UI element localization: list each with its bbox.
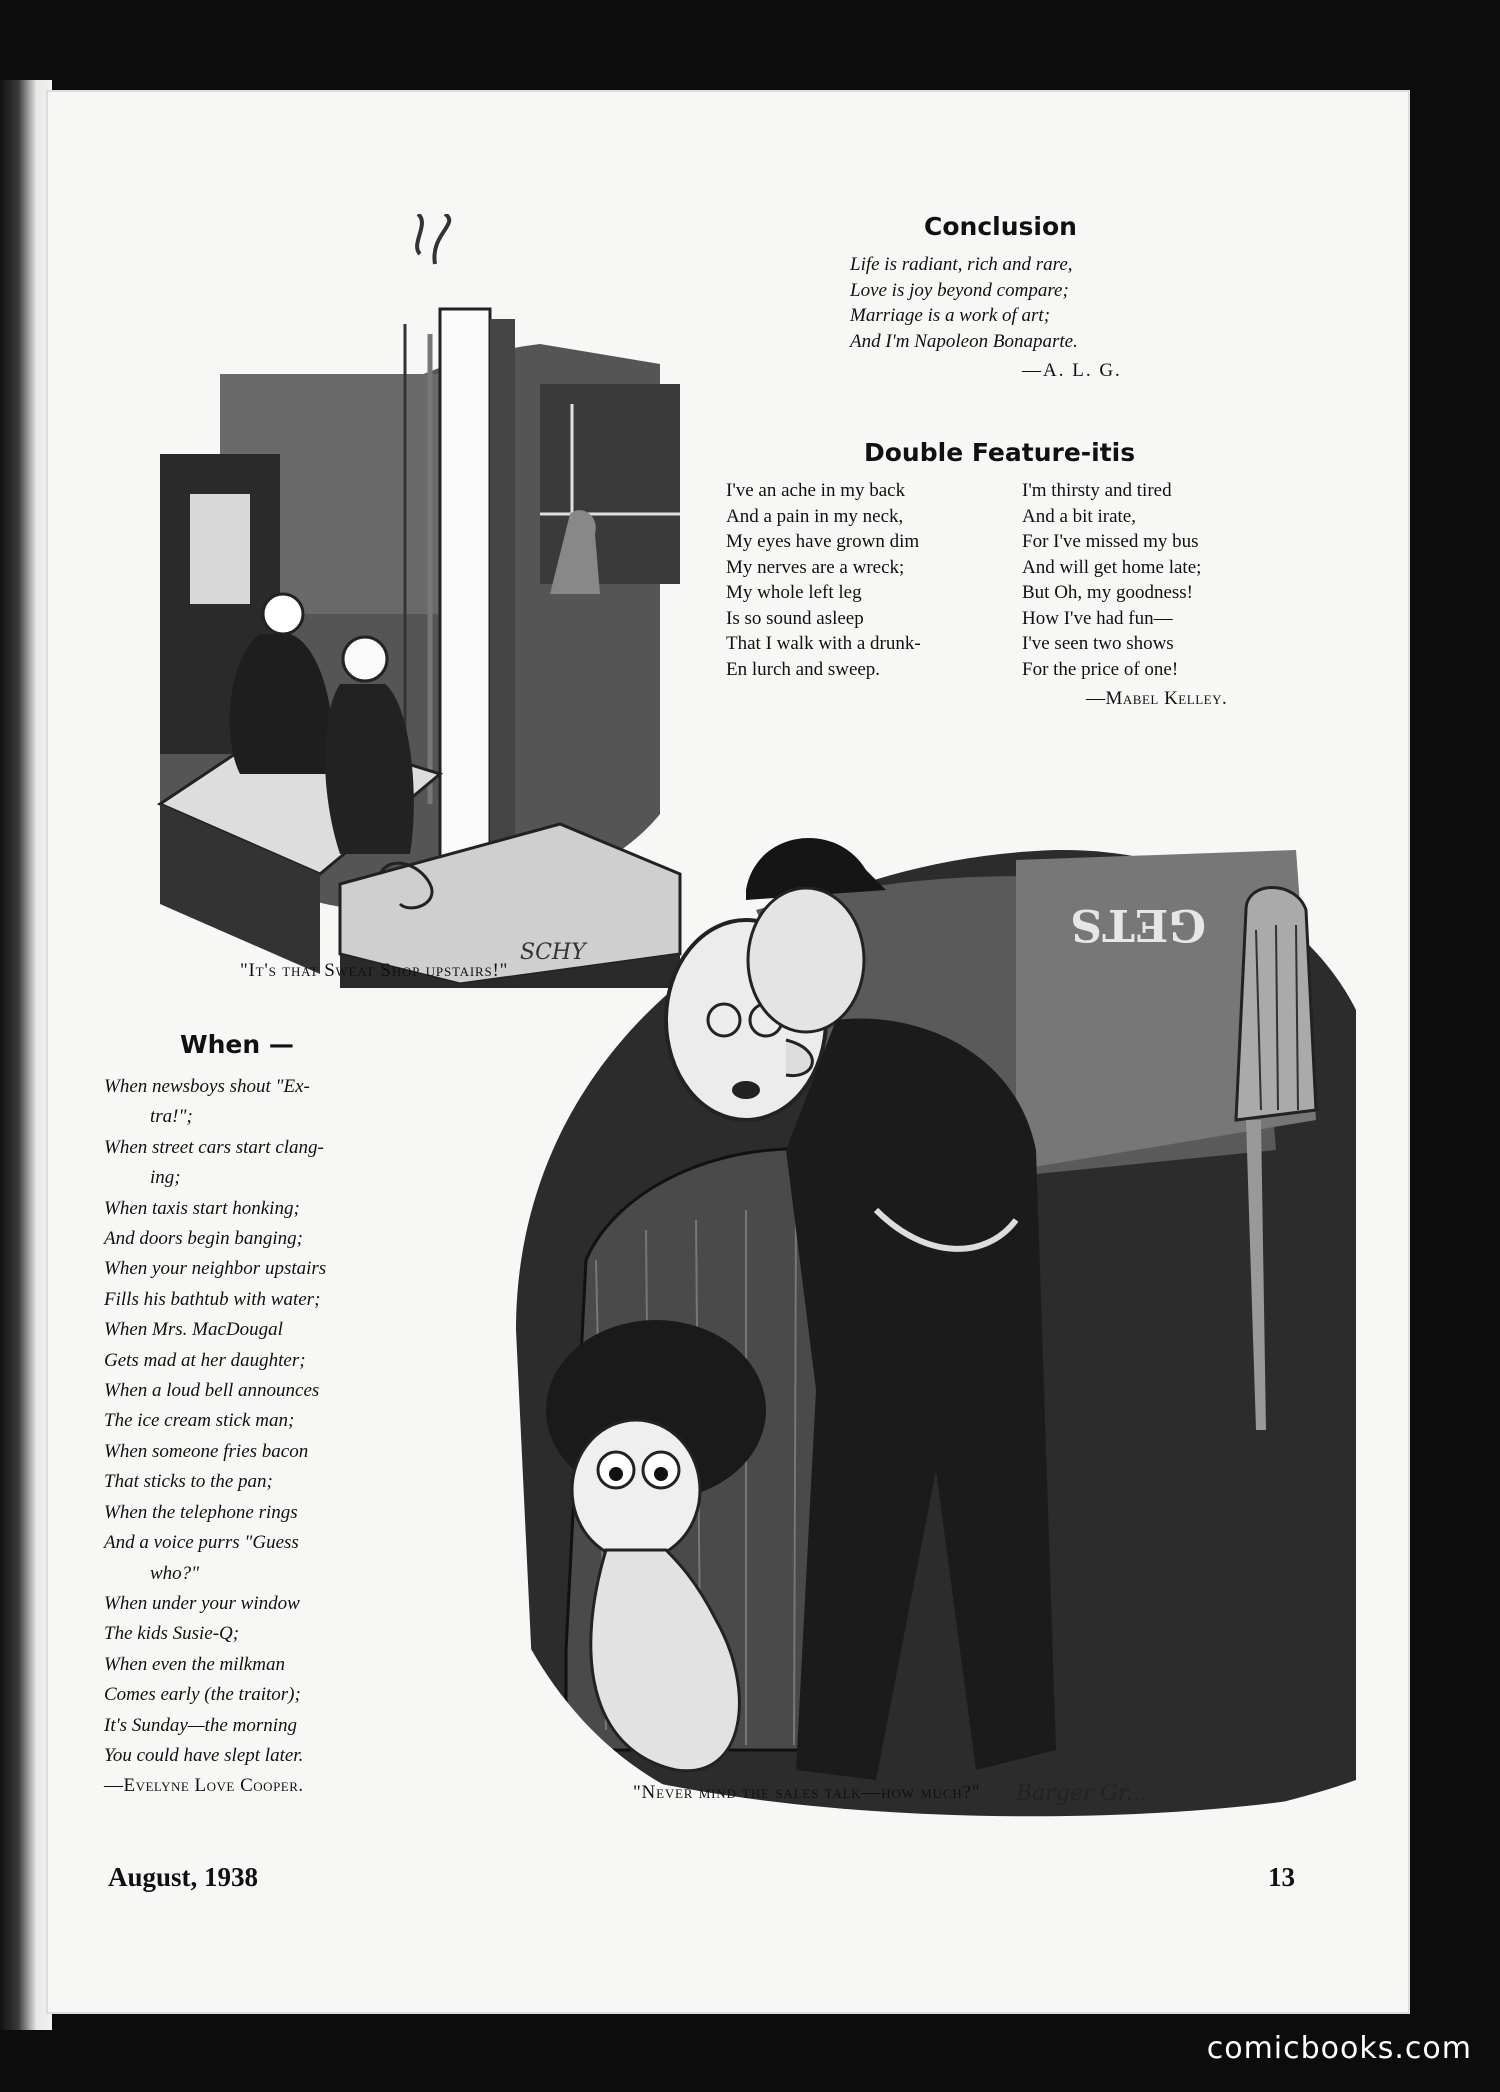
double-feature-line: En lurch and sweep. (726, 658, 881, 680)
conclusion-byline: —A. L. G. (1022, 360, 1122, 381)
double-feature-line: My whole left leg (726, 582, 862, 603)
shop-cartoon-signature: Barger Gr... (1016, 1781, 1148, 1806)
when-poem-body (104, 1072, 326, 1802)
double-feature-line: My nerves are a wreck; (726, 556, 905, 578)
conclusion-line: And I'm Napoleon Bonaparte. (850, 330, 1078, 352)
conclusion-title: Conclusion (924, 212, 1077, 241)
double-feature-column-right (1022, 478, 1201, 682)
when-poem-line: You could have slept later. (104, 1744, 304, 1766)
when-poem-line: When Mrs. MacDougal (104, 1319, 283, 1341)
double-feature-line: I'm thirsty and tired (1022, 480, 1172, 501)
when-poem-byline: —Evelyne Love Cooper. (104, 1775, 304, 1797)
when-poem-line: When taxis start honking; (104, 1197, 300, 1219)
double-feature-line: But Oh, my goodness! (1022, 582, 1193, 603)
when-poem-line: When even the milkman (104, 1653, 285, 1675)
when-poem-line: When the telephone rings (104, 1501, 298, 1523)
when-poem-line: The ice cream stick man; (104, 1410, 295, 1432)
book-spine-shadow (0, 80, 52, 2030)
watermark: comicbooks.com (1206, 2031, 1472, 2066)
when-poem-line: When under your window (104, 1592, 300, 1614)
double-feature-line: I've seen two shows (1022, 633, 1174, 654)
wall-sign (1070, 899, 1206, 950)
when-poem-line: The kids Susie-Q; (104, 1623, 240, 1645)
issue-date: August, 1938 (108, 1862, 259, 1892)
when-poem-line: When your neighbor upstairs (104, 1258, 327, 1280)
double-feature-line: Is so sound asleep (726, 607, 864, 629)
double-feature-line: How I've had fun— (1022, 607, 1173, 629)
office-cartoon-caption: "It's that Sweat Shop upstairs!" (240, 960, 509, 981)
double-feature-column-left (726, 478, 921, 682)
when-poem-line: ing; (150, 1167, 181, 1189)
when-poem-line: Gets mad at her daughter; (104, 1349, 306, 1371)
when-poem-line: Comes early (the traitor); (104, 1684, 301, 1706)
wall-sign-text: GETS (1070, 899, 1206, 950)
when-poem-line: tra!"; (150, 1106, 193, 1128)
when-poem-title: When — (180, 1030, 294, 1059)
when-poem-line: who?" (150, 1562, 200, 1584)
when-poem-line: And doors begin banging; (104, 1228, 303, 1250)
office-cartoon-signature: SCHY (520, 940, 586, 965)
when-poem-line: When street cars start clang- (104, 1136, 324, 1158)
when-poem-line: That sticks to the pan; (104, 1471, 273, 1493)
when-poem-line: When newsboys shout "Ex- (104, 1076, 310, 1097)
double-feature-byline: —Mabel Kelley. (1086, 688, 1228, 709)
when-poem-line: When a loud bell announces (104, 1380, 320, 1402)
when-poem-line: When someone fries bacon (104, 1440, 309, 1462)
double-feature-line: My eyes have grown dim (726, 531, 920, 552)
conclusion-line: Marriage is a work of art; (850, 305, 1051, 326)
double-feature-line: And a bit irate, (1022, 505, 1136, 527)
conclusion-line: Life is radiant, rich and rare, (850, 254, 1073, 275)
conclusion-line: Love is joy beyond compare; (850, 279, 1069, 301)
when-poem-line: And a voice purrs "Guess (104, 1532, 299, 1554)
conclusion-poem (850, 252, 1078, 354)
page-number: 13 (1268, 1862, 1295, 1892)
shop-cartoon-caption: "Never mind the sales talk—how much?" (633, 1782, 981, 1803)
double-feature-line: I've an ache in my back (726, 480, 906, 501)
shop-cartoon-drawing (456, 790, 1356, 1850)
magazine-page (46, 90, 1410, 2014)
double-feature-line: And a pain in my neck, (726, 505, 904, 527)
double-feature-title: Double Feature-itis (864, 438, 1136, 467)
double-feature-line: For the price of one! (1022, 658, 1179, 680)
double-feature-line: For I've missed my bus (1022, 531, 1199, 552)
double-feature-line: That I walk with a drunk- (726, 633, 921, 654)
when-poem-line: Fills his bathtub with water; (104, 1288, 321, 1310)
when-poem-line: It's Sunday—the morning (104, 1714, 297, 1736)
double-feature-line: And will get home late; (1022, 556, 1202, 578)
shop-cartoon (456, 790, 1356, 1850)
